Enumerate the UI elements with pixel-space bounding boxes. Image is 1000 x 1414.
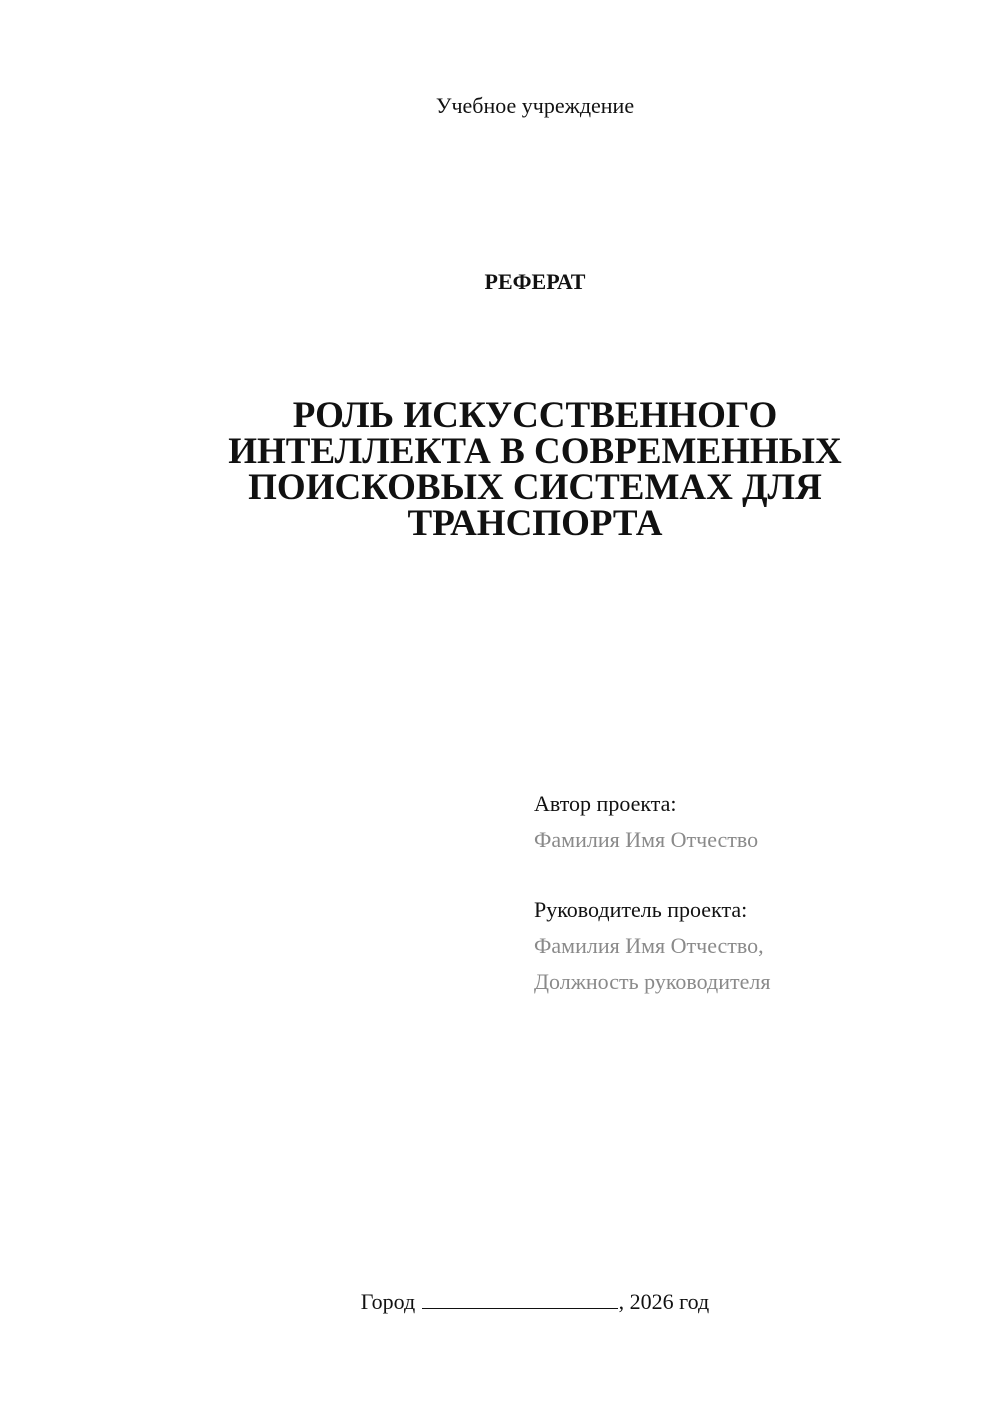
author-block	[534, 786, 974, 858]
supervisor-name: Фамилия Имя Отчество,	[534, 933, 764, 958]
supervisor-block	[534, 892, 974, 1000]
supervisor-position: Должность руководителя	[534, 969, 771, 994]
title-line: ПОИСКОВЫХ СИСТЕМАХ ДЛЯ	[248, 467, 822, 508]
supervisor-label: Руководитель проекта:	[534, 897, 748, 922]
title-line: ТРАНСПОРТА	[407, 503, 663, 544]
author-label: Автор проекта:	[534, 791, 677, 816]
city-year-line	[0, 1287, 1000, 1317]
city-label: Город	[360, 1289, 416, 1314]
year-text: , 2026 год	[618, 1289, 710, 1314]
title-line: РОЛЬ ИСКУССТВЕННОГО	[292, 395, 778, 436]
title-line: ИНТЕЛЛЕКТА В СОВРЕМЕННЫХ	[228, 431, 842, 472]
city-blank-field	[422, 1288, 618, 1309]
document-title	[200, 395, 870, 544]
author-name: Фамилия Имя Отчество	[534, 827, 759, 852]
document-type: РЕФЕРАТ	[484, 269, 586, 294]
institution-name: Учебное учреждение	[435, 93, 635, 118]
